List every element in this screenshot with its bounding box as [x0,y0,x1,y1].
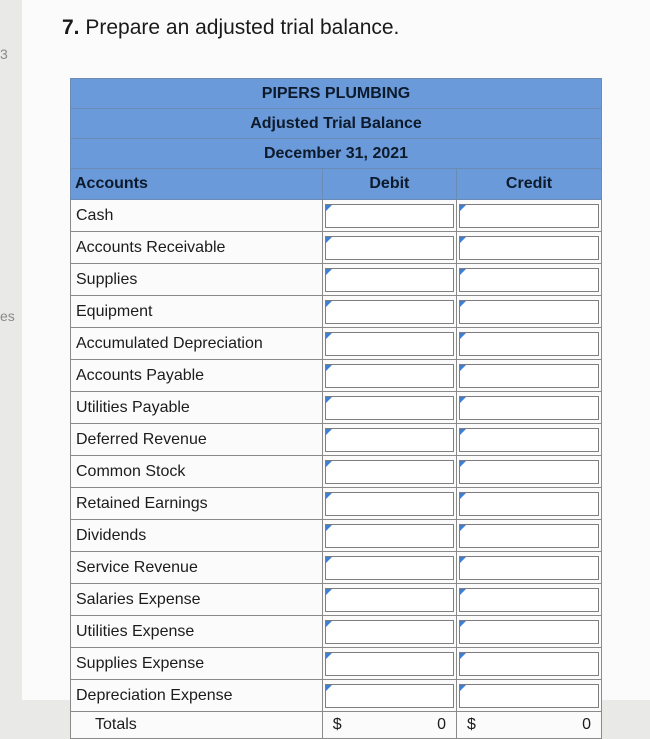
credit-input[interactable] [459,204,599,228]
debit-input[interactable] [325,236,454,260]
account-row [71,680,602,712]
account-name: Supplies Expense [71,648,323,680]
credit-total [457,712,602,739]
statement-title: Adjusted Trial Balance [71,109,602,139]
credit-cell [457,456,602,488]
debit-input[interactable] [325,588,454,612]
credit-total-value: 0 [582,716,591,733]
credit-cell [457,296,602,328]
account-name: Retained Earnings [71,488,323,520]
credit-cell [457,328,602,360]
credit-cell [457,200,602,232]
credit-input[interactable] [459,588,599,612]
debit-input[interactable] [325,428,454,452]
credit-cell [457,584,602,616]
account-name: Accumulated Depreciation [71,328,323,360]
question-title [62,16,399,40]
account-row [71,296,602,328]
account-name: Common Stock [71,456,323,488]
credit-cell [457,392,602,424]
debit-total [322,712,456,739]
account-name: Salaries Expense [71,584,323,616]
debit-cell [322,200,456,232]
account-name: Accounts Payable [71,360,323,392]
edge-label-top: 3 [0,46,8,62]
debit-total-currency: $ [332,716,342,733]
totals-row [71,712,602,739]
account-name: Service Revenue [71,552,323,584]
credit-input[interactable] [459,268,599,292]
account-row [71,264,602,296]
credit-cell [457,552,602,584]
debit-input[interactable] [325,300,454,324]
company-name: PIPERS PLUMBING [71,79,602,109]
account-row [71,520,602,552]
debit-cell [322,424,456,456]
credit-input[interactable] [459,492,599,516]
debit-cell [322,648,456,680]
statement-date: December 31, 2021 [71,139,602,169]
debit-input[interactable] [325,492,454,516]
debit-cell [322,616,456,648]
account-row [71,424,602,456]
column-header-row [71,169,602,200]
debit-cell [322,552,456,584]
credit-input[interactable] [459,524,599,548]
debit-input[interactable] [325,396,454,420]
account-row [71,552,602,584]
account-name: Deferred Revenue [71,424,323,456]
credit-input[interactable] [459,652,599,676]
account-row [71,200,602,232]
account-row [71,456,602,488]
credit-input[interactable] [459,460,599,484]
account-name: Utilities Payable [71,392,323,424]
account-name: Dividends [71,520,323,552]
account-row [71,392,602,424]
account-name: Supplies [71,264,323,296]
credit-cell [457,520,602,552]
debit-cell [322,232,456,264]
account-name: Equipment [71,296,323,328]
credit-input[interactable] [459,556,599,580]
account-row [71,232,602,264]
credit-input[interactable] [459,300,599,324]
credit-input[interactable] [459,620,599,644]
credit-header: Credit [457,169,602,200]
credit-input[interactable] [459,428,599,452]
credit-cell [457,424,602,456]
debit-input[interactable] [325,332,454,356]
account-row [71,584,602,616]
account-row [71,328,602,360]
credit-input[interactable] [459,236,599,260]
debit-input[interactable] [325,204,454,228]
debit-input[interactable] [325,620,454,644]
debit-cell [322,456,456,488]
debit-input[interactable] [325,460,454,484]
trial-balance-table [70,78,602,739]
debit-header: Debit [322,169,456,200]
account-name: Utilities Expense [71,616,323,648]
account-row [71,648,602,680]
debit-input[interactable] [325,524,454,548]
question-number: 7. [62,16,80,39]
debit-cell [322,296,456,328]
edge-label-middle: es [0,308,15,324]
debit-input[interactable] [325,684,454,708]
debit-total-value: 0 [437,716,447,733]
accounts-header: Accounts [71,169,323,200]
account-name: Cash [71,200,323,232]
credit-input[interactable] [459,364,599,388]
credit-input[interactable] [459,396,599,420]
debit-cell [322,680,456,712]
account-row [71,616,602,648]
credit-input[interactable] [459,684,599,708]
credit-cell [457,264,602,296]
question-text: Prepare an adjusted trial balance. [85,16,400,39]
debit-input[interactable] [325,268,454,292]
account-row [71,360,602,392]
debit-cell [322,392,456,424]
account-row [71,488,602,520]
credit-cell [457,680,602,712]
account-name: Depreciation Expense [71,680,323,712]
credit-cell [457,232,602,264]
debit-input[interactable] [325,556,454,580]
debit-input[interactable] [325,652,454,676]
debit-cell [322,488,456,520]
account-name: Accounts Receivable [71,232,323,264]
question-panel [22,0,650,733]
totals-label: Totals [71,712,323,739]
debit-cell [322,360,456,392]
debit-cell [322,520,456,552]
debit-cell [322,584,456,616]
debit-cell [322,328,456,360]
debit-input[interactable] [325,364,454,388]
credit-input[interactable] [459,332,599,356]
credit-cell [457,616,602,648]
credit-cell [457,648,602,680]
debit-cell [322,264,456,296]
credit-cell [457,360,602,392]
credit-total-currency: $ [467,716,476,733]
credit-cell [457,488,602,520]
